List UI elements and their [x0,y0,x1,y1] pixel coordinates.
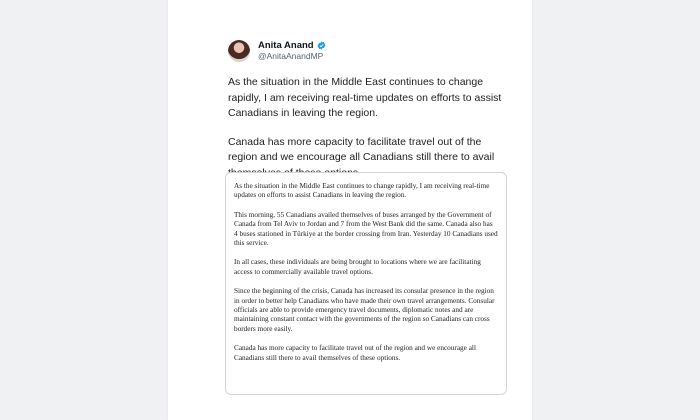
statement-paragraph: In all cases, these individuals are being brought to locations where we are facilitating access to commercially available travel options. [234,258,481,276]
tweet-paragraph: Canada has more capacity to facilitate travel out of the region and we encourage all Canadians still there to avail [228,135,495,163]
statement-image[interactable] [225,172,507,395]
tweet-header [228,40,326,62]
author-handle[interactable]: @AnitaAnandMP [258,51,324,61]
author-name[interactable]: Anita Anand [258,40,314,51]
avatar[interactable] [228,40,250,62]
tweet-paragraph: As the situation in the Middle East continues to change rapidly, I am receiving real-time updates on efforts to assist Canadians in leaving the region. [228,76,502,119]
author-block [258,40,326,62]
statement-paragraph: Canada has more capacity to facilitate travel out of the region and we encourage all Canadians still there to avail themselves of these options. [234,344,476,362]
statement-paragraph: Since the beginning of the crisis, Canada has increased its consular presence in the region in order to better help Canadians who have made their own travel arrangements. Consular officials are able to provide emergency travel documents, diplomatic notes and are maintaining constant contact with the governments of the region so Canadians can cross borders more easily. [234,287,495,333]
author-name-row[interactable] [258,40,326,51]
statement-paragraph: This morning, 55 Canadians availed themselves of buses arranged by the Government of Canada from Tel Aviv to Jordan and 7 from the West Bank did the same. Canada also has 4 buses stationed in Türkiye at the border crossing from Iran. Yesterday 10 Canadians used this service. [234,210,498,248]
statement-paragraph: As the situation in the Middle East continues to change rapidly, I am receiving real-time updates on efforts to assist Canadians in leaving the region. [234,182,490,200]
verified-badge-icon [317,41,326,50]
